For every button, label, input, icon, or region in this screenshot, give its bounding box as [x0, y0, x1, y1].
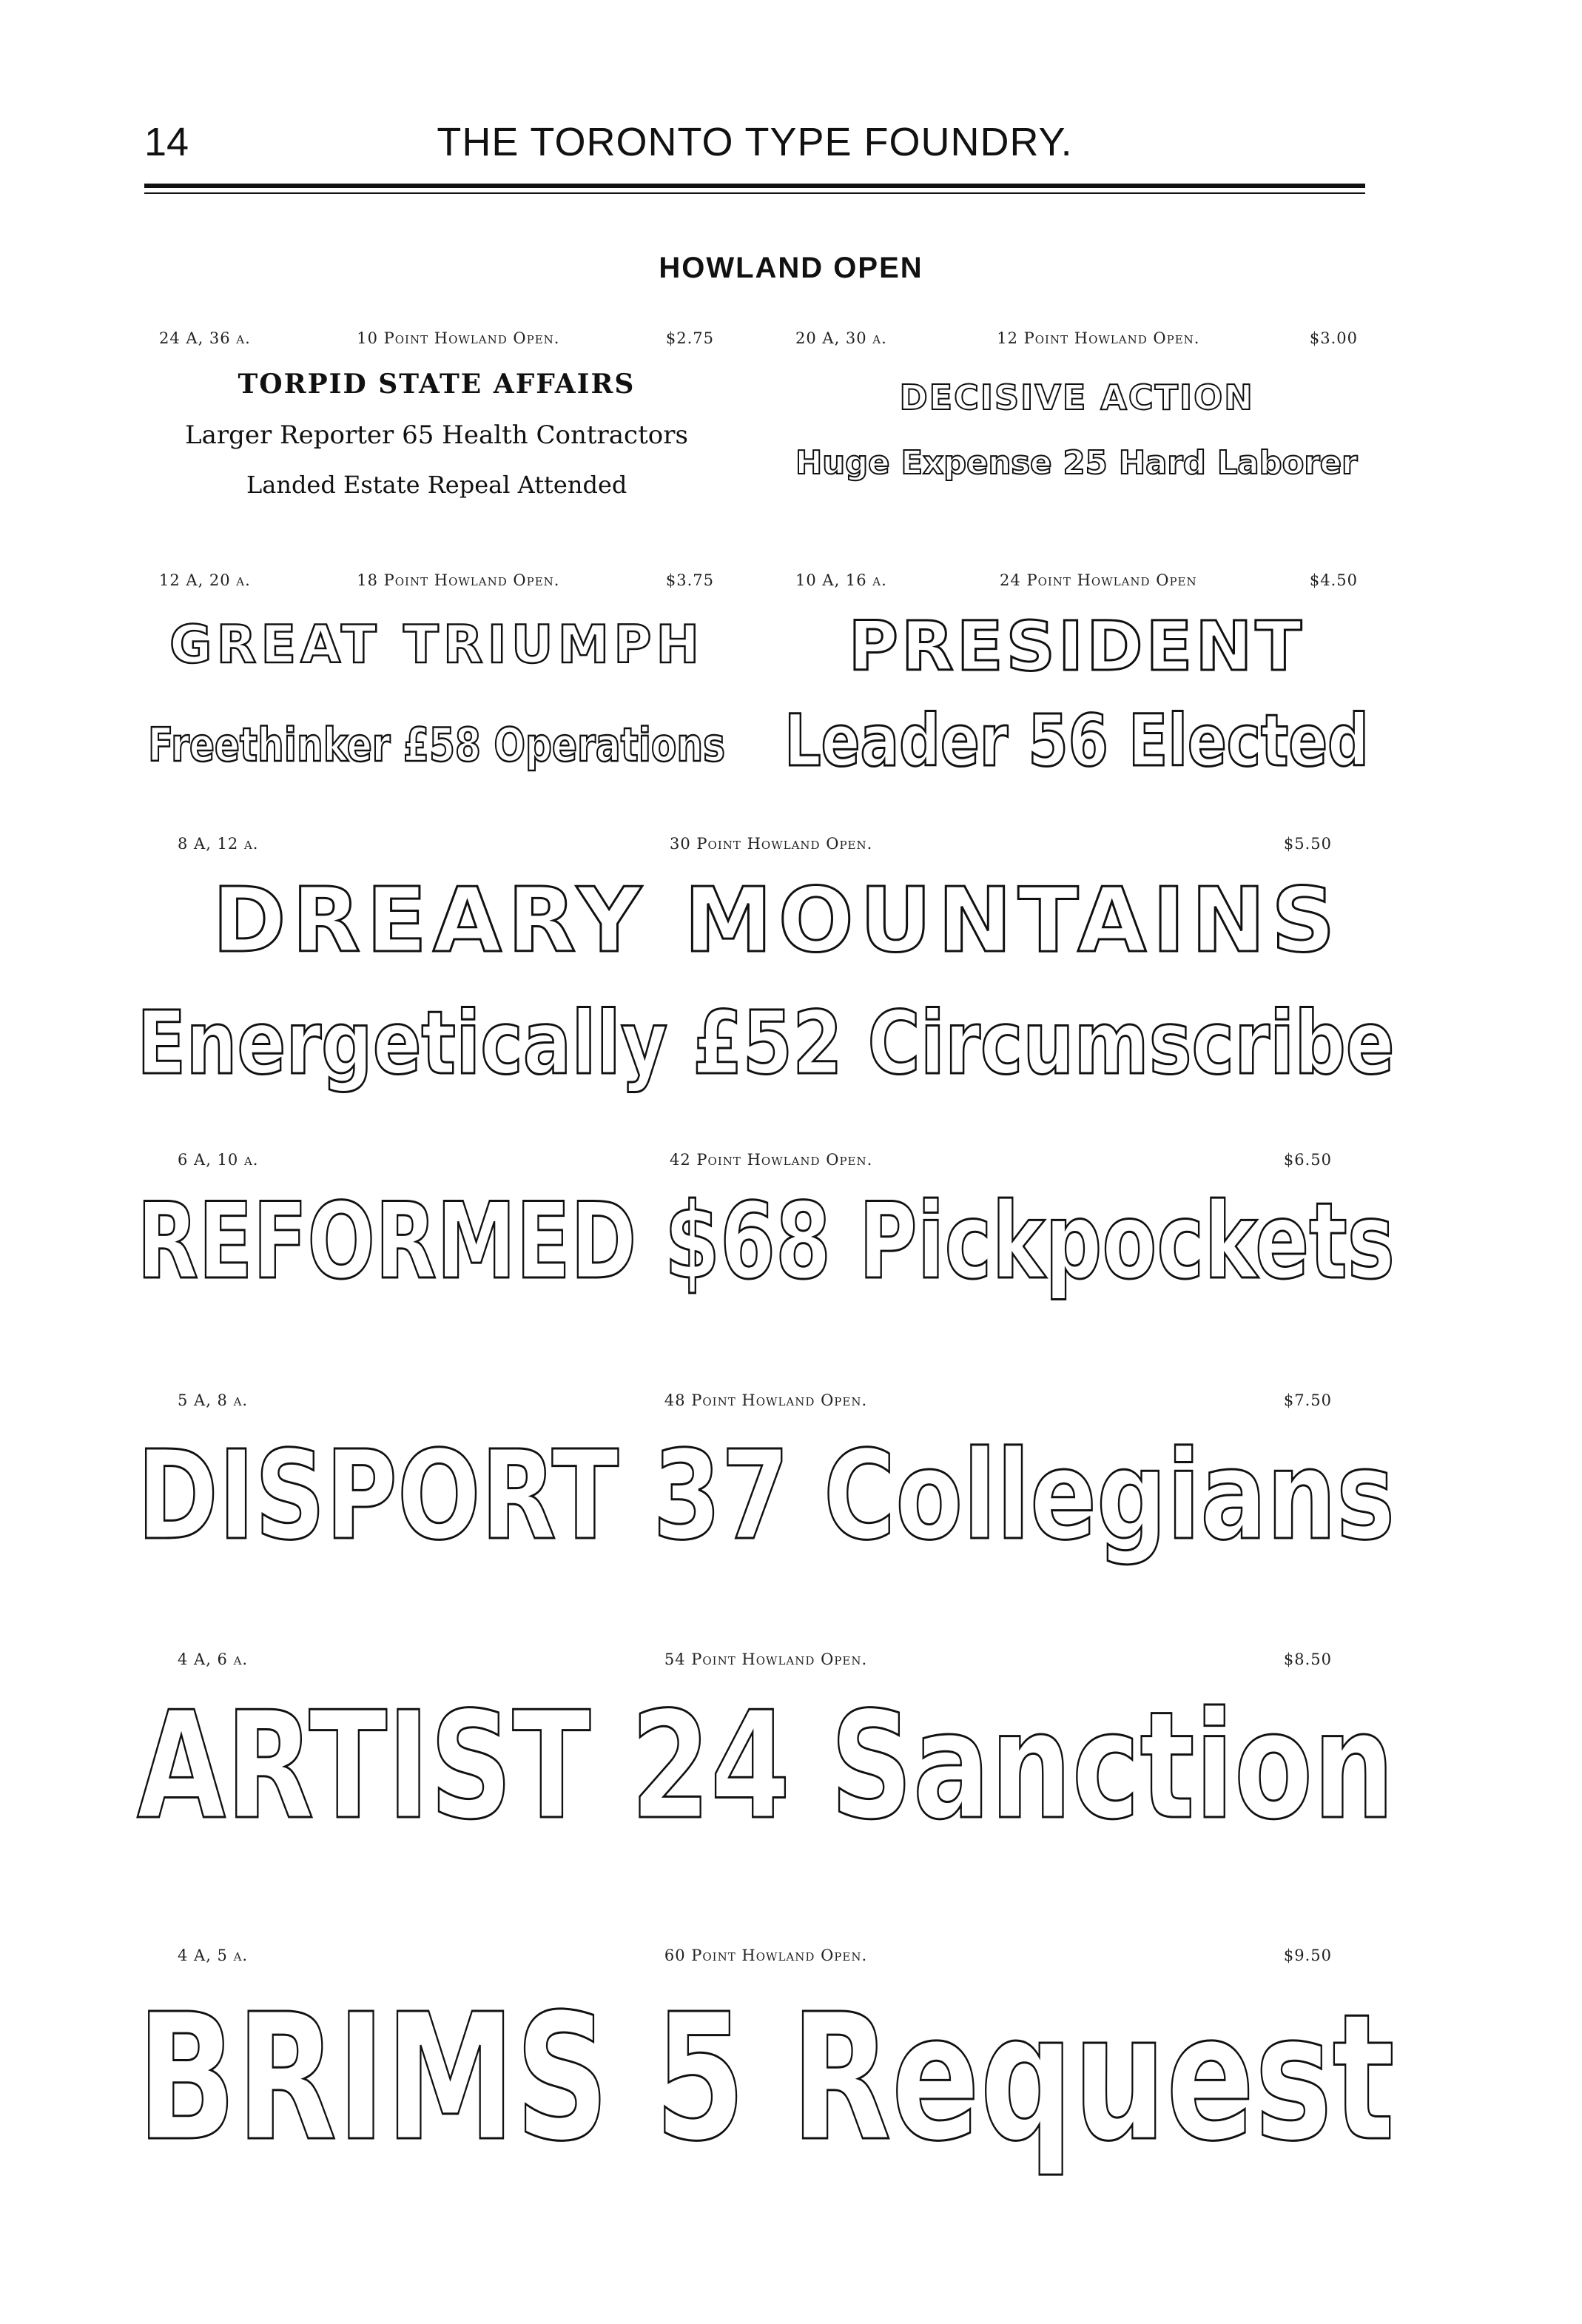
spec-size: 42 Point Howland Open. [670, 1151, 873, 1169]
specimen-spec-24pt [795, 571, 1358, 589]
spec-quantity: 4 A, 5 a. [178, 1947, 249, 1964]
spec-size: 18 Point Howland Open. [357, 571, 560, 589]
specimen-line: Energetically £52 Circumscribe [137, 992, 1395, 1094]
specimen-line: ARTIST 24 Sanction [137, 1680, 1395, 1853]
spec-quantity: 5 A, 8 a. [178, 1391, 249, 1409]
spec-price: $9.50 [1283, 1947, 1332, 1964]
specimen-line: BRIMS 5 Request [137, 1976, 1395, 2180]
spec-size: 12 Point Howland Open. [997, 329, 1200, 347]
spec-size: 30 Point Howland Open. [670, 835, 873, 853]
section-title: HOWLAND OPEN [659, 252, 923, 284]
spec-price: $4.50 [1309, 571, 1358, 589]
spec-price: $3.00 [1309, 329, 1358, 347]
header-rule-thick [144, 184, 1365, 188]
page-number: 14 [144, 120, 189, 164]
running-header [144, 112, 1365, 172]
specimen-line: REFORMED $68 Pickpockets [137, 1181, 1395, 1303]
specimen-line: Leader 56 Elected [784, 699, 1369, 782]
spec-size: 48 Point Howland Open. [664, 1391, 868, 1409]
spec-price: $2.75 [665, 329, 714, 347]
spec-price: $3.75 [665, 571, 714, 589]
specimen-line: Larger Reporter 65 Health Contractors [185, 420, 688, 450]
spec-quantity: 20 A, 30 a. [795, 329, 887, 347]
spec-quantity: 10 A, 16 a. [795, 571, 887, 589]
specimen-line: TORPID STATE AFFAIRS [238, 369, 636, 400]
spec-size: 54 Point Howland Open. [664, 1650, 868, 1668]
specimen-line: GREAT TRIUMPH [169, 614, 704, 675]
specimen-spec-54pt [178, 1650, 1332, 1668]
specimen-line: DREARY MOUNTAINS [212, 870, 1342, 973]
specimen-spec-60pt [178, 1947, 1332, 1964]
spec-quantity: 6 A, 10 a. [178, 1151, 259, 1169]
specimen-line: Landed Estate Repeal Attended [246, 471, 627, 499]
spec-quantity: 4 A, 6 a. [178, 1650, 249, 1668]
specimen-line: DISPORT 37 Collegians [137, 1425, 1396, 1568]
specimen-spec-12pt [795, 329, 1358, 347]
spec-quantity: 8 A, 12 a. [178, 835, 259, 853]
running-title: THE TORONTO TYPE FOUNDRY. [437, 120, 1073, 164]
spec-quantity: 24 A, 36 a. [159, 329, 251, 347]
specimen-spec-18pt [159, 571, 714, 589]
spec-price: $5.50 [1283, 835, 1332, 853]
specimen-spec-48pt [178, 1391, 1332, 1409]
specimen-spec-10pt [159, 329, 714, 347]
header-rule-thin [144, 192, 1365, 194]
spec-size: 60 Point Howland Open. [664, 1947, 868, 1964]
specimen-spec-42pt [178, 1151, 1332, 1169]
spec-quantity: 12 A, 20 a. [159, 571, 251, 589]
specimen-spec-30pt [178, 835, 1332, 853]
specimen-line: DECISIVE ACTION [899, 377, 1254, 417]
specimen-line: PRESIDENT [848, 607, 1305, 686]
specimen-line: Huge Expense 25 Hard Laborer [795, 444, 1358, 482]
specimen-line: Freethinker £58 Operations [148, 718, 726, 772]
spec-price: $8.50 [1283, 1650, 1332, 1668]
spec-price: $6.50 [1283, 1151, 1332, 1169]
spec-size: 10 Point Howland Open. [357, 329, 560, 347]
spec-price: $7.50 [1283, 1391, 1332, 1409]
spec-size: 24 Point Howland Open [1000, 571, 1197, 589]
